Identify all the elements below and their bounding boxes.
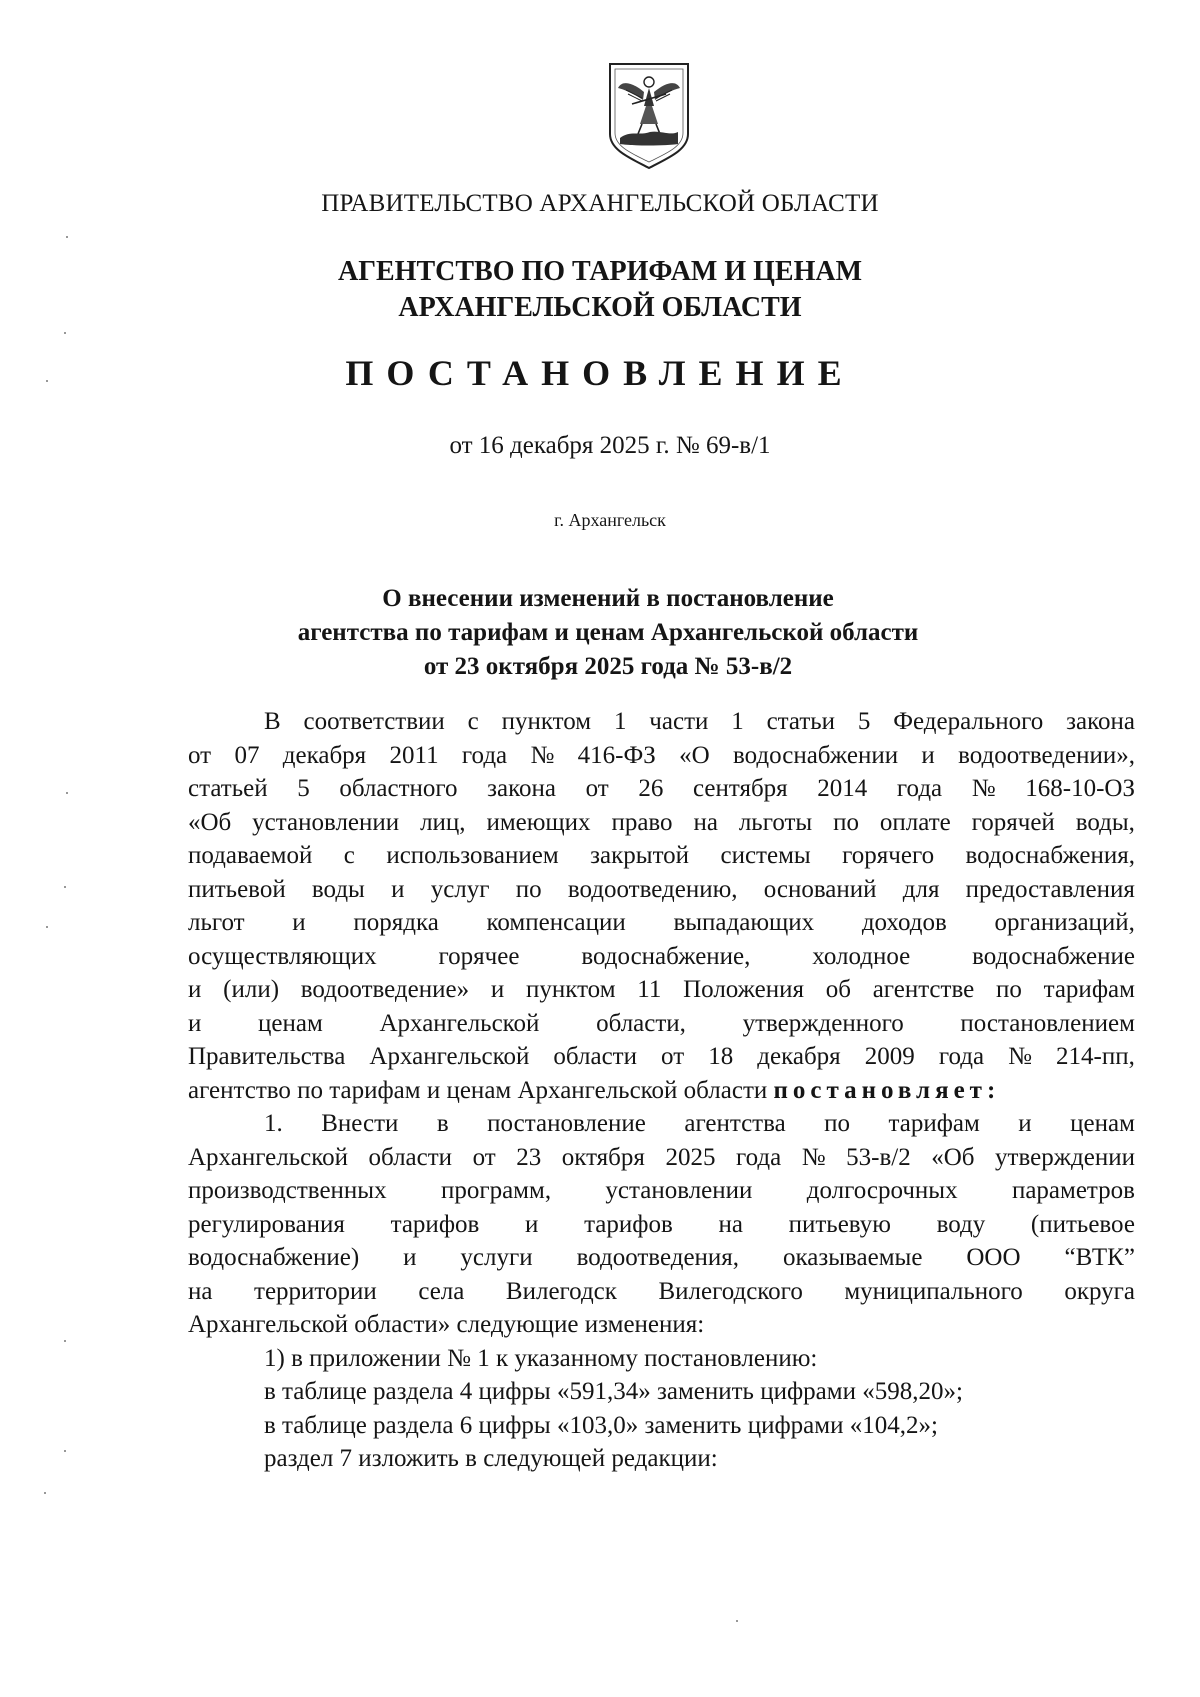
body-word: “ВТК”	[1064, 1244, 1135, 1271]
body-word: использованием	[386, 842, 559, 869]
document-subject	[8, 582, 1200, 684]
body-word: года	[938, 1043, 985, 1070]
body-word: Правительства	[188, 1043, 346, 1070]
body-word: и	[292, 909, 306, 936]
item-1-change-a-text: в таблице раздела 4 цифры «591,34» заменить цифрами «598,20»;	[264, 1378, 963, 1405]
body-word: на	[188, 1277, 213, 1305]
body-word: части	[649, 708, 709, 735]
body-word: тарифов	[390, 1210, 480, 1238]
item-1	[188, 1342, 1135, 1376]
item-1-change-c-text: раздел 7 изложить в следующей редакции:	[264, 1445, 718, 1472]
body-word: водоотведение»	[300, 976, 470, 1003]
body-word: Положения	[683, 976, 804, 1003]
body-word: водоотведении»,	[958, 741, 1135, 769]
body-word: тарифам	[888, 1110, 980, 1137]
body-word: тарифов	[584, 1210, 673, 1238]
agency-title-line-1: АГЕНТСТВО ПО ТАРИФАМ И ЦЕНАМ	[337, 256, 863, 287]
body-word: с	[467, 708, 479, 735]
body-word: (или)	[223, 976, 280, 1003]
body-line	[188, 1141, 1135, 1175]
body-word: выпадающих	[673, 909, 815, 936]
body-word: агентства	[684, 1110, 786, 1137]
body-word: в	[436, 1110, 449, 1137]
body-line	[188, 839, 1135, 873]
body-word: организаций,	[994, 909, 1135, 936]
scan-speck	[64, 332, 66, 334]
body-word: закона	[1066, 708, 1135, 735]
body-word: Архангельской	[379, 1009, 540, 1037]
body-word: сентября	[692, 775, 788, 802]
body-word: установлении	[605, 1177, 753, 1204]
body-word: 11	[637, 976, 662, 1003]
body-word: ценам	[1070, 1110, 1135, 1137]
body-line	[188, 1007, 1135, 1041]
body-word: 1.	[264, 1110, 283, 1137]
body-word: статьей	[188, 775, 268, 802]
body-line	[188, 772, 1135, 806]
body-word: по	[824, 1110, 851, 1137]
body-word: статьи	[766, 708, 836, 735]
body-line-resolution	[188, 1074, 1135, 1108]
scan-speck	[66, 236, 68, 238]
body-word: водоотведению,	[567, 875, 738, 903]
body-word: осуществляющих	[188, 942, 377, 970]
body-word: пунктом	[526, 976, 616, 1003]
body-word: холодное	[812, 942, 911, 970]
document-body	[188, 705, 1135, 1476]
body-word: водоснабжение)	[188, 1244, 360, 1271]
scan-speck	[736, 1620, 738, 1622]
body-word: водоснабжения,	[965, 842, 1135, 869]
body-word: Федерального	[893, 708, 1044, 735]
body-word: и	[921, 741, 935, 769]
body-word: 2009	[864, 1043, 915, 1070]
body-word: года	[461, 741, 508, 769]
body-word: округа	[1064, 1277, 1135, 1305]
body-word: право	[611, 808, 673, 836]
body-word: и	[188, 1009, 202, 1037]
body-word: производственных	[188, 1177, 387, 1204]
body-line	[188, 1275, 1135, 1309]
body-line	[188, 806, 1135, 840]
item-1-change-c	[188, 1442, 1135, 1476]
body-word: от	[661, 1043, 685, 1070]
body-word: 23	[516, 1143, 542, 1171]
item-1-change-b	[188, 1409, 1135, 1443]
body-word: и	[403, 1244, 417, 1271]
body-line	[188, 973, 1135, 1007]
scan-speck	[44, 1492, 46, 1494]
body-word: года	[735, 1143, 782, 1171]
item-1-text: 1) в приложении № 1 к указанному постановлению:	[264, 1344, 818, 1372]
body-word: питьевой	[188, 875, 286, 903]
body-line	[188, 1174, 1135, 1208]
body-word: лиц,	[420, 808, 466, 836]
resolution-keyword: постановляет:	[773, 1076, 1001, 1104]
body-word: оплате	[879, 808, 951, 836]
government-title: ПРАВИТЕЛЬСТВО АРХАНГЕЛЬСКОЙ ОБЛАСТИ	[321, 190, 879, 217]
body-word: ценам	[258, 1009, 323, 1037]
archangel-coat-of-arms-icon	[606, 60, 692, 170]
body-word: об	[825, 976, 851, 1003]
body-word: питьевую	[788, 1210, 891, 1238]
body-word: №	[801, 1143, 826, 1171]
body-word: закона	[487, 775, 556, 802]
body-word: №	[530, 741, 555, 769]
body-word: льготы	[738, 808, 813, 836]
body-line	[188, 739, 1135, 773]
body-word: и	[490, 976, 505, 1003]
body-word: пунктом	[501, 708, 592, 735]
body-word: постановлением	[960, 1009, 1135, 1037]
item-1-change-b-text: в таблице раздела 6 цифры «103,0» заменить цифрами «104,2»;	[264, 1411, 938, 1439]
scan-speck	[64, 1340, 66, 1342]
document-date-number: от 16 декабря 2025 г. № 69-в/1	[449, 432, 771, 459]
body-word: областного	[339, 775, 458, 802]
body-line	[188, 906, 1135, 940]
body-word: на	[718, 1210, 743, 1238]
body-word: горячего	[842, 842, 935, 869]
body-word: Внести	[321, 1110, 399, 1137]
body-word: и	[391, 875, 405, 903]
body-word: и	[188, 976, 202, 1003]
body-word: села	[418, 1277, 465, 1305]
scan-speck	[66, 792, 68, 794]
body-word: 2014	[817, 775, 868, 802]
body-line	[188, 1308, 1135, 1342]
body-word: для	[902, 875, 940, 903]
body-word: горячей	[971, 808, 1055, 836]
body-word: декабря	[757, 1043, 841, 1070]
body-word: имеющих	[486, 808, 591, 836]
body-word: Архангельской	[369, 1043, 530, 1070]
body-word: 214-пп,	[1056, 1043, 1135, 1070]
resolution-lead-text: агентство по тарифам и ценам Архангельской области	[188, 1076, 774, 1104]
body-word: 18	[708, 1043, 734, 1070]
body-word: воды	[311, 875, 365, 903]
body-word: ООО	[966, 1244, 1021, 1271]
body-line	[188, 1208, 1135, 1242]
body-word: 168-10-ОЗ	[1025, 775, 1135, 802]
body-word: закрытой	[590, 842, 690, 869]
body-word: тарифам	[1043, 976, 1135, 1003]
body-word: программ,	[440, 1177, 552, 1204]
item-1-change-a	[188, 1375, 1135, 1409]
body-word: по	[833, 808, 859, 836]
body-word: утвержденного	[742, 1009, 904, 1037]
body-word: «Об	[931, 1143, 975, 1171]
body-word: от	[188, 741, 212, 769]
body-word: параметров	[1011, 1177, 1135, 1204]
scan-speck	[46, 380, 48, 382]
body-word: 07	[234, 741, 260, 769]
body-word: Архангельской	[188, 1143, 348, 1171]
body-word: от	[472, 1143, 496, 1171]
body-word: оснований	[763, 875, 877, 903]
body-word: по	[515, 875, 542, 903]
body-word: №	[1008, 1043, 1032, 1070]
body-word: и	[525, 1210, 539, 1238]
body-word: водоснабжение	[972, 942, 1135, 970]
body-word: года	[896, 775, 943, 802]
body-word: воду	[936, 1210, 986, 1238]
body-word: льгот	[188, 909, 245, 936]
body-word: 1	[613, 708, 627, 735]
body-word: №	[971, 775, 996, 802]
body-word: 2011	[389, 741, 439, 769]
agency-title-line-2: АРХАНГЕЛЬСКОЙ ОБЛАСТИ	[398, 292, 802, 323]
body-word: воды,	[1075, 808, 1135, 836]
body-word: агентстве	[872, 976, 975, 1003]
scan-speck	[46, 926, 48, 928]
document-type: ПОСТАНОВЛЕНИЕ	[345, 353, 855, 393]
body-word: соответствии	[303, 708, 445, 735]
body-word: Вилегодского	[658, 1277, 803, 1305]
body-word: утверждении	[995, 1143, 1135, 1171]
body-word: 5	[857, 708, 871, 735]
body-word: системы	[720, 842, 811, 869]
body-word: территории	[254, 1277, 377, 1305]
subject-line-1: О внесении изменений в постановление	[382, 585, 834, 612]
body-word: горячее	[438, 942, 520, 970]
body-word: на	[693, 808, 718, 836]
scan-speck	[64, 1450, 66, 1452]
body-word: Вилегодск	[505, 1277, 617, 1305]
body-word: установлении	[252, 808, 400, 836]
body-word: 2025	[665, 1143, 716, 1171]
document-city: г. Архангельск	[554, 510, 666, 530]
body-word: услуг	[430, 875, 490, 903]
body-word: области	[553, 1043, 637, 1070]
body-line-text: Архангельской области» следующие изменения:	[188, 1311, 705, 1338]
body-word: 26	[638, 775, 664, 802]
body-word: декабря	[282, 741, 367, 769]
body-word: муниципального	[844, 1277, 1023, 1305]
body-line	[188, 1107, 1135, 1141]
body-line	[188, 705, 1135, 739]
body-word: компенсации	[486, 909, 626, 936]
body-word: водоотведения,	[576, 1244, 740, 1271]
subject-line-3: от 23 октября 2025 года № 53-в/2	[423, 653, 793, 680]
body-word: области	[368, 1143, 453, 1171]
body-word: водоснабжение,	[581, 942, 751, 970]
body-word: подаваемой	[188, 842, 313, 869]
body-word: по	[995, 976, 1022, 1003]
body-word: от	[585, 775, 609, 802]
body-word: октября	[561, 1143, 645, 1171]
body-line	[188, 1241, 1135, 1275]
body-word: регулирования	[188, 1210, 345, 1238]
body-word: области,	[596, 1009, 686, 1037]
body-word: «Об	[188, 808, 232, 836]
body-line	[188, 940, 1135, 974]
body-word: постановление	[487, 1110, 646, 1137]
body-word: 1	[731, 708, 744, 735]
body-word: В	[264, 708, 281, 735]
body-word: «О	[679, 741, 710, 769]
body-word: предоставления	[965, 875, 1135, 903]
body-word: доходов	[861, 909, 947, 936]
body-line	[188, 873, 1135, 907]
body-word: 416-ФЗ	[577, 741, 656, 769]
body-word: оказываемые	[783, 1244, 923, 1271]
body-word: и	[1018, 1110, 1032, 1137]
scan-speck	[64, 886, 66, 888]
subject-line-2: агентства по тарифам и ценам Архангельской области	[297, 619, 919, 646]
body-word: порядка	[353, 909, 439, 936]
body-word: 5	[297, 775, 310, 802]
body-line	[188, 1040, 1135, 1074]
agency-title	[0, 254, 1200, 326]
body-word: долгосрочных	[806, 1177, 958, 1204]
body-word: с	[343, 842, 355, 869]
body-word: (питьевое	[1030, 1210, 1135, 1238]
body-word: 53-в/2	[846, 1143, 911, 1171]
body-word: водоснабжении	[732, 741, 899, 769]
body-word: услуги	[460, 1244, 533, 1271]
